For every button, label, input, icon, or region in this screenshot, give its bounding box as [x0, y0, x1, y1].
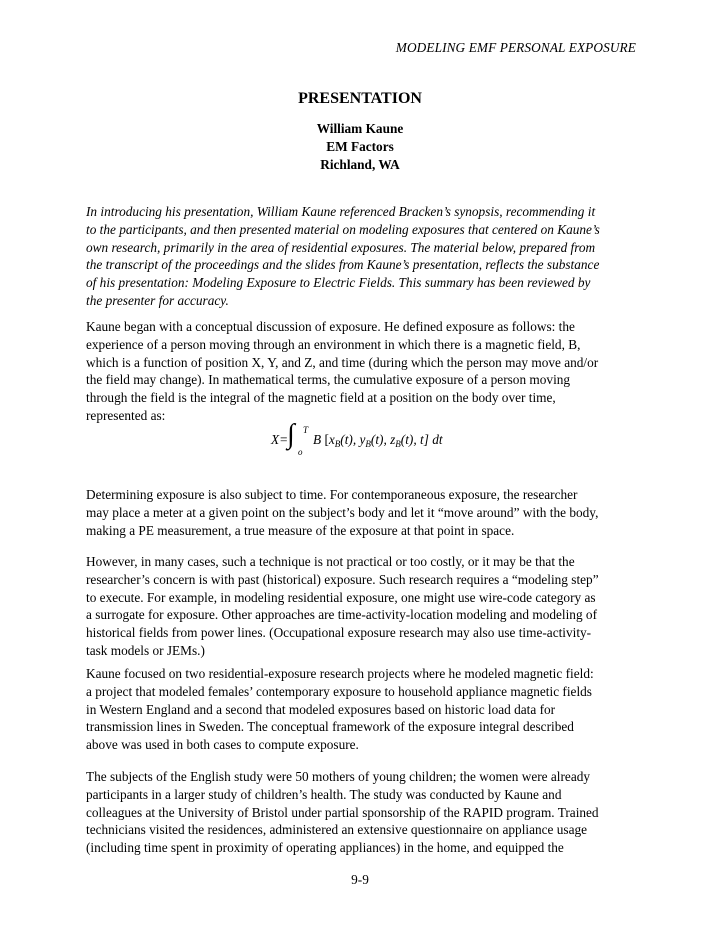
- integral-upper-limit: T: [303, 425, 309, 435]
- paragraph-line: task models or JEMs.): [86, 642, 205, 658]
- paragraph-line: Determining exposure is also subject to time. For contemporaneous exposure, the researcher: [86, 487, 578, 502]
- paragraph-line: in Western England and a second that modeled exposures based on historic load data for: [86, 701, 556, 717]
- paragraph-line: historical fields from power lines. (Occupational exposure research may also use time-activity-: [86, 625, 592, 641]
- running-header: MODELING EMF PERSONAL EXPOSURE: [395, 40, 636, 55]
- equation-x: x: [328, 432, 335, 447]
- paragraph-line: a surrogate for exposure. Other approaches are time-activity-location modeling and modeling of: [86, 607, 598, 623]
- paragraph-line: Kaune focused on two residential-exposure research projects where he modeled magnetic field:: [86, 666, 594, 681]
- exposure-definition-paragraph: [86, 318, 638, 425]
- paragraph-line: above was used in both cases to compute exposure.: [86, 737, 359, 753]
- equation-t-y: (t),: [370, 432, 391, 447]
- paragraph-line: which is a function of position X, Y, and Z, and time (during which the person may move and/or: [86, 354, 599, 370]
- page-title: PRESENTATION: [298, 90, 422, 107]
- intro-line: own research, primarily in the area of residential exposures. The material below, prepared from: [86, 239, 596, 255]
- equation-lhs: X=: [271, 432, 289, 447]
- intro-line: to the participants, and then presented material on modeling exposures that centered on Kaune’s: [86, 221, 600, 237]
- page-number: 9-9: [351, 872, 369, 887]
- author-organization: EM Factors: [326, 139, 394, 154]
- equation-bracket: [: [321, 432, 329, 447]
- paragraph-line: represented as:: [86, 407, 166, 423]
- intro-line: of his presentation: Modeling Exposure to Electric Fields. This summary has been reviewed by: [86, 275, 591, 291]
- english-study-paragraph: [86, 768, 638, 857]
- paragraph-line: technicians visited the residences, administered an extensive questionnaire on appliance usage: [86, 822, 588, 838]
- equation-z: z: [390, 432, 396, 447]
- research-projects-paragraph: [86, 665, 638, 754]
- author-block: [0, 120, 720, 174]
- paragraph-line: the field may change). In mathematical terms, the cumulative exposure of a person moving: [86, 372, 571, 388]
- equation-rhs: [313, 432, 443, 448]
- paragraph-line: making a PE measurement, a true measure of the exposure at that point in space.: [86, 522, 515, 538]
- intro-paragraph: [86, 203, 638, 310]
- intro-line: the presenter for accuracy.: [86, 292, 229, 308]
- paragraph-line: researcher’s concern is with past (historical) exposure. Such research requires a “modeling step”: [86, 571, 599, 587]
- paragraph-line: a project that modeled females’ contemporary exposure to household appliance magnetic fields: [86, 683, 592, 699]
- author-name: William Kaune: [316, 121, 404, 136]
- paragraph-line: However, in many cases, such a technique is not practical or too costly, or it may be that the: [86, 554, 575, 569]
- author-location: Richland, WA: [320, 157, 400, 172]
- equation-t-z: (t), t] dt: [400, 432, 443, 447]
- equation-y: y: [359, 432, 366, 447]
- paragraph-line: may place a meter at a given point on the subject’s body and let it “move around” with the body,: [86, 504, 599, 520]
- paragraph-line: The subjects of the English study were 50 mothers of young children; the women were already: [86, 769, 591, 784]
- equation-t-x: (t),: [340, 432, 360, 447]
- paragraph-line: to execute. For example, in modeling residential exposure, one might use wire-code category as: [86, 589, 596, 605]
- contemporaneous-exposure-paragraph: [86, 486, 638, 539]
- paragraph-line: (including time spent in proximity of operating appliances) in the home, and equipped the: [86, 840, 564, 856]
- integral-sign: ∫: [287, 419, 295, 450]
- paragraph-line: Kaune began with a conceptual discussion of exposure. He defined exposure as follows: the: [86, 319, 575, 334]
- equation-b: B: [313, 432, 322, 447]
- equation-sub-x: B: [334, 439, 341, 449]
- modeling-step-paragraph: [86, 553, 638, 660]
- paragraph-line: experience of a person moving through an environment in which there is a magnetic field, B,: [86, 336, 581, 352]
- equation-sub-z: B: [395, 439, 401, 449]
- paragraph-line: participants in a larger study of children’s health. The study was conducted by Kaune and: [86, 786, 562, 802]
- equation-sub-y: B: [365, 439, 371, 449]
- intro-line: the transcript of the proceedings and the slides from Kaune’s presentation, reflects the substance: [86, 257, 600, 273]
- intro-line: In introducing his presentation, William Kaune referenced Bracken’s synopsis, recommending it: [86, 204, 596, 219]
- paragraph-line: colleagues at the University of Bristol under partial sponsorship of the RAPID program. Trained: [86, 804, 599, 820]
- integral-lower-limit: o: [298, 447, 303, 457]
- paragraph-line: transmission lines in Sweden. The conceptual framework of the exposure integral described: [86, 719, 574, 735]
- paragraph-line: through the field is the integral of the magnetic field at a position on the body over time,: [86, 390, 556, 406]
